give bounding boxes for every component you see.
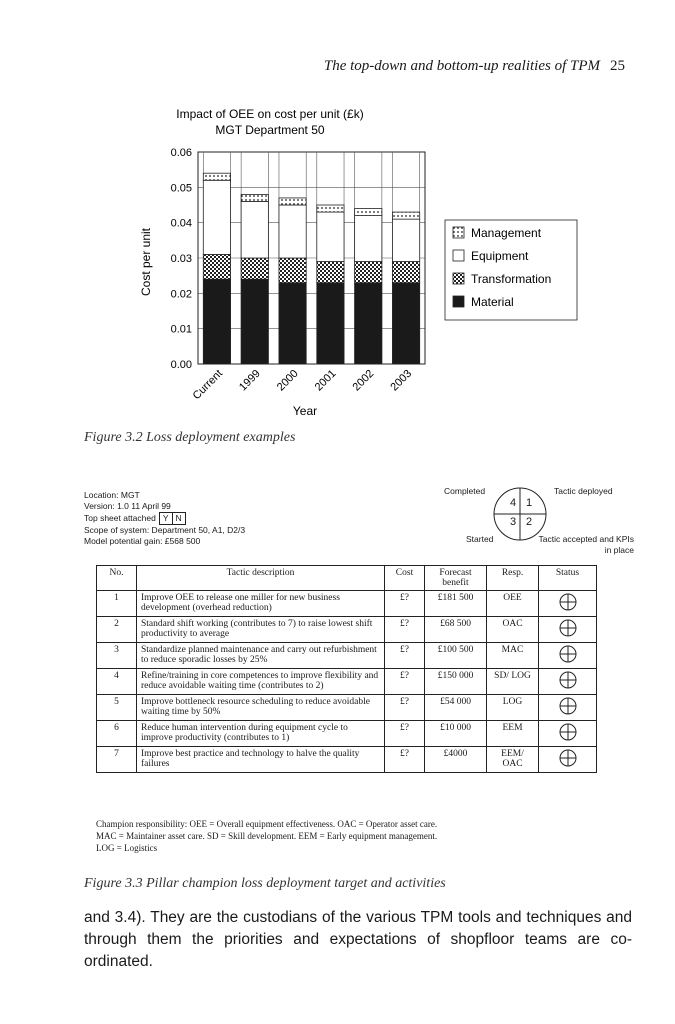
cell-description: Improve best practice and technology to halve the quality failures	[137, 747, 385, 773]
y-tick-label: 0.04	[170, 217, 192, 230]
cell-cost: £?	[385, 591, 425, 617]
x-tick-label: 2003	[388, 367, 415, 394]
cell-resp: SD/ LOG	[487, 669, 539, 695]
table-row	[97, 721, 597, 747]
status-quadrant-icon	[559, 645, 577, 663]
chart-subtitle: MGT Department 50	[215, 123, 325, 137]
footnote-line: MAC = Maintainer asset care. SD = Skill development. EEM = Early equipment management.	[96, 831, 438, 841]
status-quadrant-icon	[559, 593, 577, 611]
chart-legend	[445, 220, 577, 320]
cell-resp: EEM/ OAC	[487, 747, 539, 773]
page-number: 25	[610, 58, 625, 74]
bar-segment-equipment	[241, 201, 268, 258]
cell-benefit: £10 000	[425, 721, 487, 747]
y-tick-label: 0.01	[170, 323, 192, 336]
quadrant-4: 4	[510, 497, 517, 509]
bar-segment-management	[241, 194, 268, 201]
bar-segment-management	[317, 205, 344, 212]
cell-no: 6	[97, 721, 137, 747]
no-checkbox[interactable]: N	[175, 513, 182, 523]
bar-segment-material	[279, 283, 306, 364]
quadrant-2: 2	[526, 516, 533, 528]
cell-benefit: £68 500	[425, 617, 487, 643]
x-tick-label: Current	[190, 367, 226, 403]
meta-model-gain: Model potential gain: £568 500	[84, 536, 201, 546]
table-row	[97, 695, 597, 721]
bar-segment-transformation	[355, 262, 382, 283]
cell-no: 3	[97, 643, 137, 669]
cell-benefit: £181 500	[425, 591, 487, 617]
body-paragraph: and 3.4). They are the custodians of the various TPM tools and techniques and through them the priorities and expectations of shopfloor teams are co-ordinated.	[84, 909, 632, 970]
x-tick-label: 2000	[274, 367, 301, 394]
cell-description: Reduce human intervention during equipment cycle to improve productivity (contributes to 1)	[137, 721, 385, 747]
bar-segment-equipment	[203, 180, 230, 254]
figure-3-3-caption: Figure 3.3 Pillar champion loss deployment target and activities	[84, 876, 446, 891]
status-cell[interactable]	[539, 695, 597, 721]
table-row	[97, 617, 597, 643]
quadrant-started-label: Started	[466, 534, 494, 544]
bar-segment-transformation	[203, 254, 230, 279]
cell-resp: MAC	[487, 643, 539, 669]
cell-description: Standardize planned maintenance and carry out refurbishment to reduce sporadic losses by 25%	[137, 643, 385, 669]
status-quadrant-icon	[559, 749, 577, 767]
quadrant-3: 3	[510, 516, 517, 528]
cell-benefit: £100 500	[425, 643, 487, 669]
x-tick-label: 1999	[237, 367, 263, 394]
sheet-metadata	[84, 490, 364, 547]
cell-resp: LOG	[487, 695, 539, 721]
cell-cost: £?	[385, 747, 425, 773]
status-quadrant-icon	[559, 671, 577, 689]
cell-description: Improve OEE to release one miller for new business development (overhead reduction)	[137, 591, 385, 617]
y-tick-label: 0.03	[170, 253, 192, 265]
cell-description: Standard shift working (contributes to 7) to raise lowest shift productivity to average	[137, 617, 385, 643]
footnote-line: Champion responsibility: OEE = Overall equipment effectiveness. OAC = Operator asset care.	[96, 819, 438, 829]
running-head-title: The top-down and bottom-up realities of TPM	[323, 58, 600, 74]
bar-segment-management	[392, 212, 419, 219]
table-row	[97, 643, 597, 669]
status-quadrant-icon	[559, 723, 577, 741]
table-row	[97, 591, 597, 617]
legend-label: Equipment	[471, 249, 529, 263]
bar-segment-material	[317, 283, 344, 364]
oee-cost-chart	[100, 102, 580, 422]
bar-segment-material	[355, 283, 382, 364]
y-tick-label: 0.02	[170, 288, 192, 301]
meta-version: Version: 1.0 11 April 99	[84, 501, 171, 511]
y-axis-label: Cost per unit	[139, 227, 153, 297]
cell-description: Improve bottleneck resource scheduling to reduce avoidable waiting time by 50%	[137, 695, 385, 721]
x-axis-label: Year	[292, 404, 318, 418]
cell-cost: £?	[385, 695, 425, 721]
col-header-no: No.	[97, 566, 137, 591]
y-tick-label: 0.06	[170, 147, 192, 159]
x-tick-label: 2001	[312, 367, 339, 394]
status-quadrant-key	[430, 484, 634, 564]
status-quadrant-icon	[559, 697, 577, 715]
table-header-row	[97, 566, 597, 591]
bar-segment-material	[203, 279, 230, 364]
status-quadrant-icon	[559, 619, 577, 637]
quadrant-1: 1	[526, 497, 533, 509]
bar-segment-equipment	[317, 212, 344, 261]
cell-resp: OEE	[487, 591, 539, 617]
status-cell[interactable]	[539, 643, 597, 669]
status-cell[interactable]	[539, 669, 597, 695]
tactic-table	[96, 565, 597, 773]
col-header-benefit: Forecast benefit	[425, 566, 487, 591]
y-tick-label: 0.05	[170, 182, 192, 195]
yes-checkbox[interactable]: Y	[160, 513, 173, 524]
cell-benefit: £4000	[425, 747, 487, 773]
cell-resp: EEM	[487, 721, 539, 747]
cell-cost: £?	[385, 643, 425, 669]
cell-no: 1	[97, 591, 137, 617]
col-header-resp: Resp.	[487, 566, 539, 591]
bar-segment-management	[279, 198, 306, 205]
y-tick-label: 0.00	[170, 359, 192, 371]
cell-benefit: £150 000	[425, 669, 487, 695]
cell-cost: £?	[385, 721, 425, 747]
cell-no: 5	[97, 695, 137, 721]
quadrant-accepted-label: Tactic accepted and KPIs in place	[538, 534, 634, 555]
col-header-description: Tactic description	[137, 566, 385, 591]
quadrant-completed-label: Completed	[444, 486, 486, 496]
col-header-cost: Cost	[385, 566, 425, 591]
chart-title: Impact of OEE on cost per unit (£k)	[176, 107, 364, 121]
legend-swatch	[453, 296, 464, 307]
status-cell[interactable]	[539, 747, 597, 773]
legend-swatch	[453, 273, 464, 284]
bar-segment-management	[203, 173, 230, 180]
legend-swatch	[453, 227, 464, 238]
cell-benefit: £54 000	[425, 695, 487, 721]
meta-location: Location: MGT	[84, 490, 140, 500]
status-cell[interactable]	[539, 591, 597, 617]
cell-resp: OAC	[487, 617, 539, 643]
champion-footnote	[96, 818, 616, 854]
quadrant-deployed-label: Tactic deployed	[554, 486, 613, 496]
status-cell[interactable]	[539, 721, 597, 747]
running-head	[230, 58, 625, 75]
meta-top-sheet	[84, 512, 364, 525]
col-header-status: Status	[539, 566, 597, 591]
legend-label: Transformation	[471, 272, 552, 286]
bar-segment-equipment	[279, 205, 306, 258]
cell-no: 2	[97, 617, 137, 643]
cell-description: Refine/training in core competences to improve flexibility and reduce avoidable waiting time (contributes to 2)	[137, 669, 385, 695]
bar-segment-transformation	[317, 262, 344, 283]
bar-segment-transformation	[241, 258, 268, 279]
x-tick-label: 2002	[350, 367, 377, 394]
bar-segment-management	[355, 209, 382, 216]
figure-3-2-caption: Figure 3.2 Loss deployment examples	[84, 430, 296, 445]
bar-segment-material	[392, 283, 419, 364]
bar-segment-transformation	[279, 258, 306, 283]
footnote-line: LOG = Logistics	[96, 843, 158, 853]
legend-swatch	[453, 250, 464, 261]
legend-label: Material	[471, 295, 514, 309]
bar-segment-equipment	[355, 216, 382, 262]
cell-cost: £?	[385, 669, 425, 695]
bar-segment-material	[241, 279, 268, 364]
cell-cost: £?	[385, 617, 425, 643]
meta-top-sheet-label: Top sheet attached	[84, 513, 156, 523]
cell-no: 7	[97, 747, 137, 773]
table-row	[97, 669, 597, 695]
table-row	[97, 747, 597, 773]
status-cell[interactable]	[539, 617, 597, 643]
cell-no: 4	[97, 669, 137, 695]
meta-scope: Scope of system: Department 50, A1, D2/3	[84, 525, 246, 535]
legend-label: Management	[471, 226, 542, 240]
bar-segment-equipment	[392, 219, 419, 261]
bar-segment-transformation	[392, 262, 419, 283]
